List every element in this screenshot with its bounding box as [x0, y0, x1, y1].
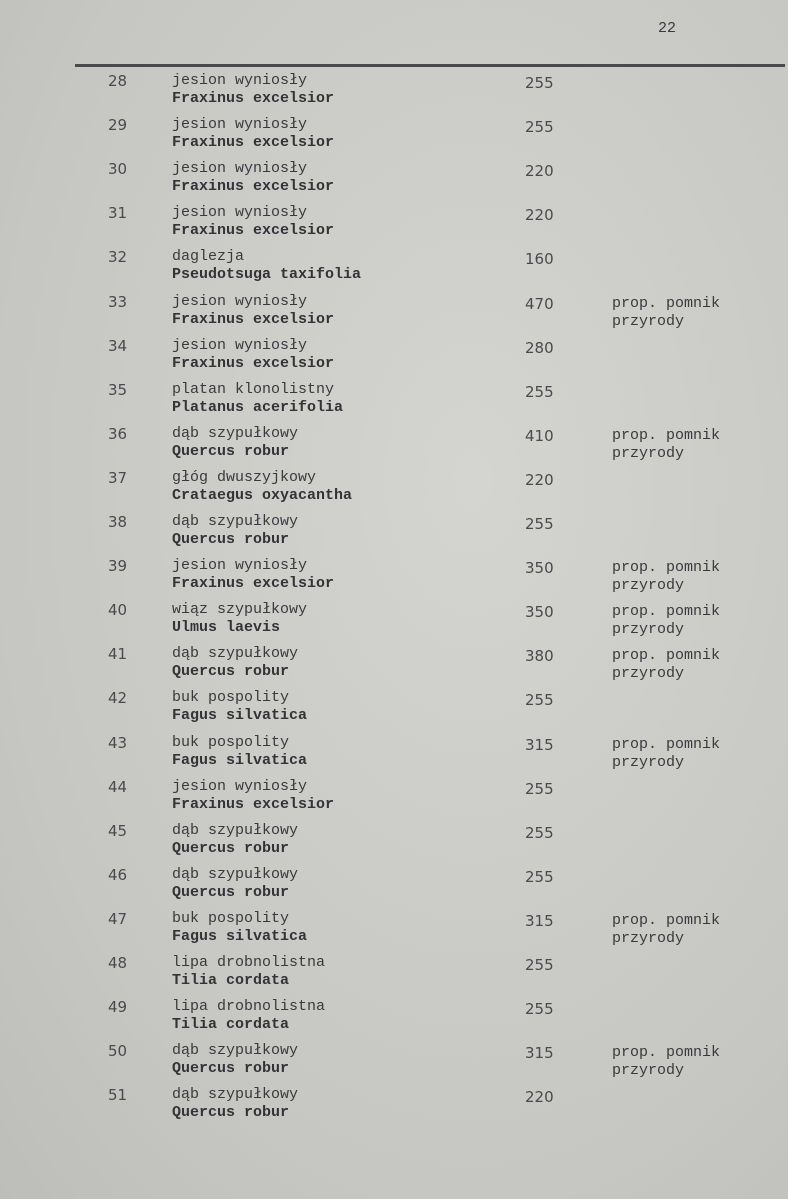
row-number: 49 [108, 998, 128, 1017]
row-number: 28 [108, 72, 128, 90]
table-row [0, 866, 788, 910]
page-number: 22 [658, 20, 677, 37]
table-row [0, 204, 788, 248]
remark-line-1: prop. pomnik [612, 426, 721, 444]
remark-line-1: prop. pomnik [612, 294, 721, 312]
remark-line-2: przyrody [612, 753, 685, 771]
table-row [0, 1042, 788, 1086]
header-rule [75, 64, 785, 67]
latin-name: Quercus robur [172, 1060, 290, 1078]
table-row [0, 557, 788, 601]
remark-line-1: prop. pomnik [612, 559, 721, 577]
table-row [0, 998, 788, 1042]
remark-line-1: prop. pomnik [612, 1044, 721, 1062]
table-row [0, 954, 788, 998]
species-name [172, 954, 325, 990]
latin-name: Fraxinus excelsior [172, 310, 335, 328]
polish-name: wiąz szypułkowy [172, 601, 308, 619]
circumference-value: 315 [525, 735, 554, 754]
table-row [0, 72, 788, 116]
row-number: 31 [108, 204, 128, 223]
species-name [172, 866, 298, 902]
latin-name: Fraxinus excelsior [172, 575, 335, 593]
latin-name: Platanus acerifolia [172, 398, 344, 416]
remark [612, 1044, 720, 1080]
row-number: 45 [108, 821, 128, 840]
polish-name: dąb szypułkowy [172, 424, 299, 442]
polish-name: jesion wyniosły [172, 160, 308, 178]
circumference-value: 410 [525, 426, 554, 445]
latin-name: Pseudotsuga taxifolia [172, 266, 362, 284]
polish-name: lipa drobnolistna [172, 954, 326, 971]
table-row [0, 778, 788, 822]
remark [612, 603, 720, 639]
circumference-value: 315 [525, 1044, 554, 1063]
species-name [172, 778, 334, 814]
remark [612, 559, 720, 595]
circumference-value: 470 [525, 294, 554, 313]
latin-name: Ulmus laevis [172, 619, 281, 637]
table-row [0, 337, 788, 381]
species-name [172, 248, 361, 284]
remark-line-2: przyrody [612, 929, 685, 947]
latin-name: Fagus silvatica [172, 927, 308, 945]
row-number: 47 [108, 909, 128, 928]
polish-name: jesion wyniosły [172, 336, 308, 354]
table-row [0, 293, 788, 337]
circumference-value: 255 [525, 779, 554, 798]
remark-line-1: prop. pomnik [612, 735, 721, 753]
remark-line-2: przyrody [612, 577, 685, 595]
species-name [172, 734, 307, 770]
row-number: 34 [108, 336, 128, 355]
row-number: 42 [108, 689, 128, 708]
species-name [172, 204, 334, 240]
remark [612, 736, 720, 772]
row-number: 30 [108, 160, 128, 179]
remark [612, 427, 720, 463]
latin-name: Fagus silvatica [172, 751, 308, 769]
circumference-value: 160 [525, 250, 554, 269]
circumference-value: 350 [525, 603, 554, 622]
table-row [0, 1086, 788, 1130]
latin-name: Quercus robur [172, 839, 290, 857]
latin-name: Tilia cordata [172, 1016, 290, 1034]
remark-line-1: prop. pomnik [612, 603, 721, 621]
circumference-value: 350 [525, 559, 554, 578]
remark-line-2: przyrody [612, 444, 685, 462]
polish-name: jesion wyniosły [172, 116, 308, 134]
table-row [0, 734, 788, 778]
circumference-value: 255 [525, 1000, 554, 1019]
circumference-value: 255 [525, 118, 554, 137]
table-row [0, 513, 788, 557]
circumference-value: 280 [525, 338, 554, 357]
remark [612, 912, 720, 948]
polish-name: dąb szypułkowy [172, 865, 299, 883]
row-number: 48 [108, 954, 128, 972]
species-name [172, 910, 307, 946]
circumference-value: 315 [525, 911, 554, 930]
row-number: 36 [108, 424, 128, 443]
circumference-value: 380 [525, 647, 554, 666]
row-number: 33 [108, 292, 128, 311]
latin-name: Crataegus oxyacantha [172, 486, 353, 504]
latin-name: Fraxinus excelsior [172, 178, 335, 196]
row-number: 41 [108, 645, 128, 664]
circumference-value: 220 [525, 470, 554, 489]
latin-name: Quercus robur [172, 531, 290, 548]
polish-name: dąb szypułkowy [172, 1086, 299, 1104]
latin-name: Fraxinus excelsior [172, 134, 335, 152]
row-number: 35 [108, 380, 128, 399]
row-number: 39 [108, 557, 128, 576]
latin-name: Quercus robur [172, 883, 290, 901]
remark-line-2: przyrody [612, 621, 685, 639]
species-name [172, 998, 325, 1034]
row-number: 40 [108, 601, 128, 620]
circumference-value: 255 [525, 74, 554, 92]
remark-line-2: przyrody [612, 1062, 685, 1080]
table-row [0, 601, 788, 645]
latin-name: Quercus robur [172, 1104, 290, 1122]
species-name [172, 425, 298, 461]
latin-name: Fraxinus excelsior [172, 354, 335, 372]
species-name [172, 381, 343, 417]
table-row [0, 469, 788, 513]
row-number: 50 [108, 1042, 128, 1061]
circumference-value: 255 [525, 867, 554, 886]
polish-name: głóg dwuszyjkowy [172, 468, 317, 486]
species-name [172, 1042, 298, 1078]
latin-name: Tilia cordata [172, 972, 290, 989]
polish-name: jesion wyniosły [172, 292, 308, 310]
polish-name: jesion wyniosły [172, 557, 308, 575]
species-name [172, 601, 307, 637]
species-name [172, 293, 334, 329]
table-row [0, 116, 788, 160]
table-row [0, 910, 788, 954]
species-name [172, 72, 334, 108]
polish-name: dąb szypułkowy [172, 513, 299, 530]
remark [612, 647, 720, 683]
latin-name: Fraxinus excelsior [172, 222, 335, 240]
circumference-value: 255 [525, 956, 554, 974]
table-row [0, 381, 788, 425]
circumference-value: 220 [525, 1088, 554, 1107]
table-row [0, 425, 788, 469]
polish-name: jesion wyniosły [172, 204, 308, 222]
species-name [172, 337, 334, 373]
species-name [172, 689, 307, 725]
row-number: 46 [108, 865, 128, 884]
polish-name: jesion wyniosły [172, 777, 308, 795]
circumference-value: 220 [525, 206, 554, 225]
species-name [172, 1086, 298, 1122]
polish-name: buk pospolity [172, 733, 290, 751]
row-number: 38 [108, 513, 128, 531]
species-name [172, 469, 352, 505]
polish-name: buk pospolity [172, 909, 290, 927]
remark-line-1: prop. pomnik [612, 911, 721, 929]
polish-name: platan klonolistny [172, 380, 335, 398]
table-row [0, 645, 788, 689]
circumference-value: 255 [525, 691, 554, 710]
row-number: 32 [108, 248, 128, 267]
latin-name: Fraxinus excelsior [172, 795, 335, 813]
latin-name: Fraxinus excelsior [172, 90, 335, 107]
table-row [0, 689, 788, 733]
species-name [172, 513, 298, 549]
remark [612, 295, 720, 331]
latin-name: Fagus silvatica [172, 707, 308, 725]
row-number: 51 [108, 1086, 128, 1105]
polish-name: buk pospolity [172, 689, 290, 707]
circumference-value: 255 [525, 382, 554, 401]
row-number: 37 [108, 468, 128, 487]
species-name [172, 557, 334, 593]
table-row [0, 160, 788, 204]
species-name [172, 160, 334, 196]
circumference-value: 255 [525, 515, 554, 533]
remark-line-2: przyrody [612, 665, 685, 683]
row-number: 44 [108, 777, 128, 796]
circumference-value: 255 [525, 823, 554, 842]
remark-line-2: przyrody [612, 312, 685, 330]
row-number: 43 [108, 733, 128, 752]
latin-name: Quercus robur [172, 663, 290, 681]
polish-name: dąb szypułkowy [172, 1042, 299, 1060]
circumference-value: 220 [525, 162, 554, 181]
polish-name: dąb szypułkowy [172, 821, 299, 839]
polish-name: jesion wyniosły [172, 72, 308, 89]
table-row [0, 822, 788, 866]
species-name [172, 822, 298, 858]
polish-name: lipa drobnolistna [172, 998, 326, 1016]
remark-line-1: prop. pomnik [612, 647, 721, 665]
row-number: 29 [108, 116, 128, 135]
latin-name: Quercus robur [172, 442, 290, 460]
table-row [0, 248, 788, 292]
polish-name: dąb szypułkowy [172, 645, 299, 663]
species-name [172, 645, 298, 681]
polish-name: daglezja [172, 248, 245, 266]
species-name [172, 116, 334, 152]
